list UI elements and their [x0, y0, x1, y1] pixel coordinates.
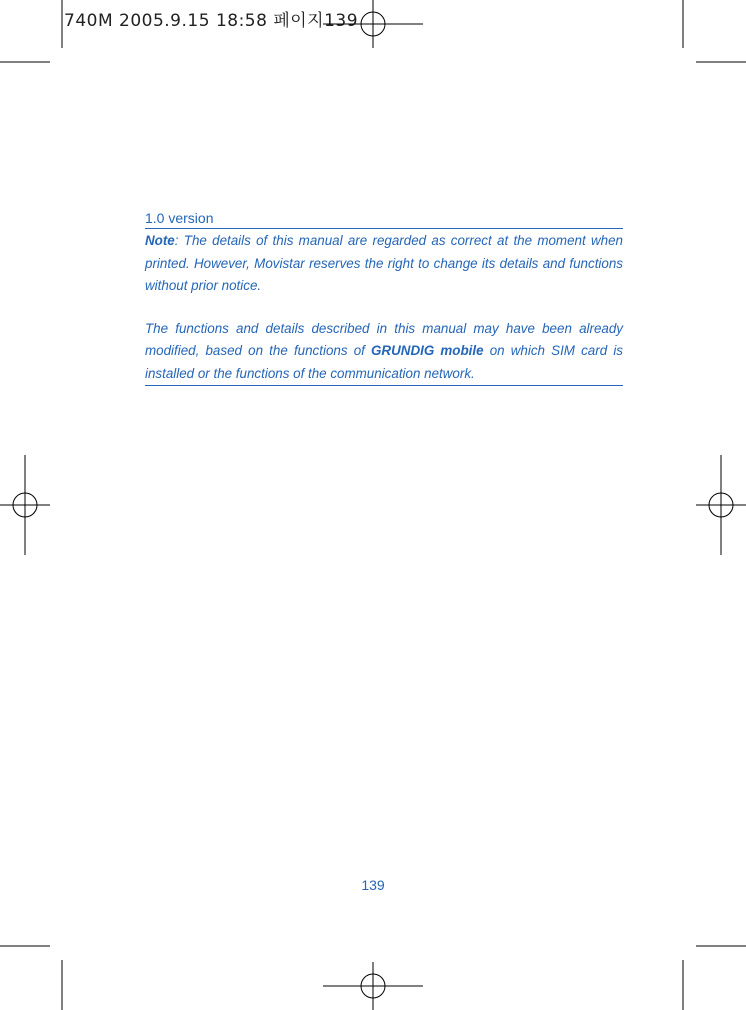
- registration-mark-top: [323, 0, 423, 48]
- registration-mark-left: [0, 455, 50, 555]
- functions-text-after: on which SIM card is installed or the functions of the communication network.: [145, 343, 623, 381]
- note-label: Note: [145, 233, 175, 248]
- legal-notice: [145, 209, 623, 386]
- functions-text-before: The functions and details described in this manual may have been already modified, based on the functions of: [145, 320, 623, 358]
- page-number: 139: [361, 877, 385, 893]
- brand-name: GRUNDIG mobile: [371, 343, 484, 358]
- note-paragraph: [145, 230, 623, 298]
- print-slug: 740M 2005.9.15 18:58 페이지139: [64, 11, 359, 31]
- bottom-divider: [145, 385, 623, 386]
- functions-paragraph: [145, 318, 623, 386]
- note-text: : The details of this manual are regarded as correct at the moment when printed. However, Movistar reserves the right to change its details and functions without prior notice.: [145, 233, 623, 293]
- version-label: 1.0 version: [145, 209, 623, 229]
- registration-mark-right: [696, 455, 746, 555]
- registration-mark-bottom: [323, 962, 423, 1010]
